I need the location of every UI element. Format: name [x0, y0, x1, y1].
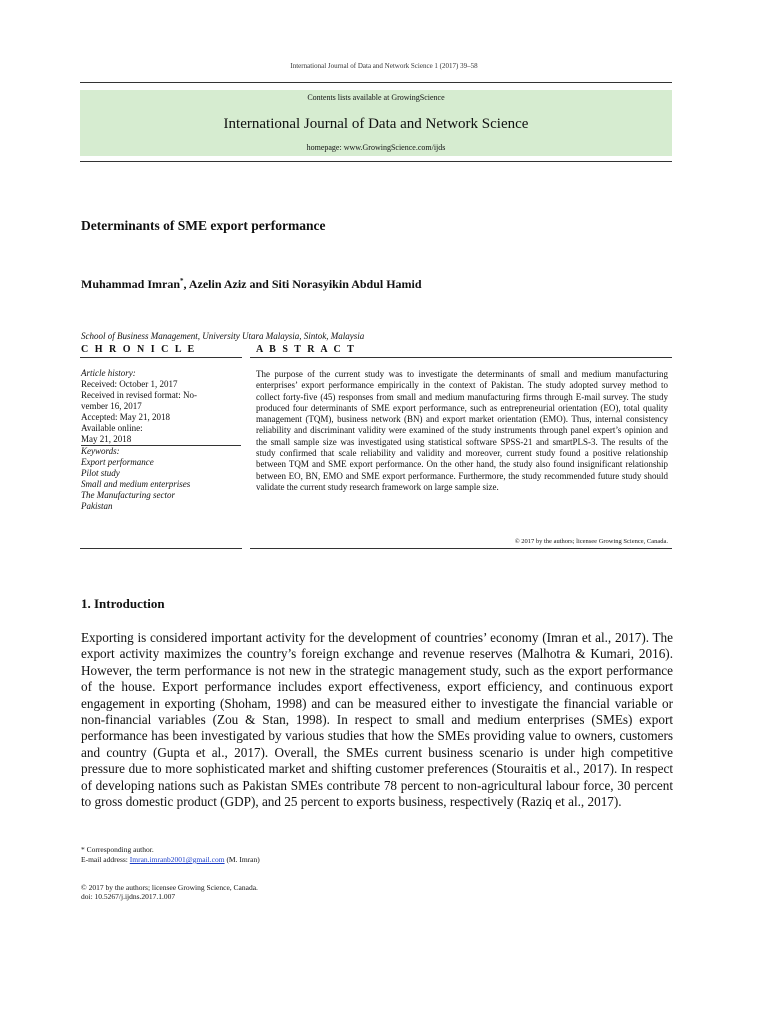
- doi: doi: 10.5267/j.ijdns.2017.1.007: [81, 892, 176, 901]
- keyword: Pakistan: [81, 501, 113, 511]
- chronicle-heading: C H R O N I C L E: [81, 344, 197, 355]
- running-header: International Journal of Data and Network Science 1 (2017) 39–58: [290, 62, 478, 70]
- history-line: vember 16, 2017: [81, 401, 142, 411]
- history-line: Received in revised format: No-: [81, 390, 197, 400]
- history-line: Available online:: [81, 423, 143, 433]
- journal-banner: [80, 90, 672, 156]
- history-line: Received: October 1, 2017: [81, 379, 178, 389]
- history-line: Accepted: May 21, 2018: [81, 412, 170, 422]
- chronicle-rule-bottom: [80, 548, 242, 549]
- keyword: Export performance: [81, 457, 154, 467]
- keywords-label: Keywords:: [81, 446, 120, 456]
- abstract-text: The purpose of the current study was to investigate the determinants of small and medium manufacturing enterprises’ export performance empirically in the context of Pakistan. The study adopted survey method to collect forty-five (45) responses from small and medium manufacturing firms through E-mail survey. The study produced four determinants of SME export performance, such as entrepreneurial orientation (EO), total quality management (TQM), business network (BN) and export market orientation (EMO). Thus, internal consistency reliability and discriminant validity were examined of the study instruments through panel expert’s opinion and the small sample size was investigated using statistical software SPSS-21 and smartPLS-3. The results of the study confirmed that scale reliability and validity and moreover, current study found a positive relationship between TQM and SME export performance. On the other hand, the study also found insignificant relationship between EO, BN, EMO and SME export performance. Furthermore, the study recommended future study should validate the current study research framework on large sample size.: [256, 369, 668, 492]
- affiliation: School of Business Management, University Utara Malaysia, Sintok, Malaysia: [81, 331, 365, 341]
- other-authors: , Azelin Aziz and Siti Norasyikin Abdul Hamid: [183, 277, 422, 291]
- email-owner: (M. Imran): [226, 855, 260, 864]
- keyword: Small and medium enterprises: [81, 479, 191, 489]
- abstract-copyright: © 2017 by the authors; licensee Growing Science, Canada.: [514, 538, 668, 545]
- footnote-corresponding: * Corresponding author.: [81, 845, 154, 854]
- footnote-email-line: [81, 855, 260, 864]
- section-heading-introduction: 1. Introduction: [81, 596, 165, 611]
- footnote-copyright: © 2017 by the authors; licensee Growing Science, Canada.: [81, 883, 258, 892]
- email-link[interactable]: Imran.imranb2001@gmail.com: [129, 855, 225, 864]
- journal-homepage: homepage: www.GrowingScience.com/ijds: [306, 143, 446, 152]
- first-author: Muhammad Imran: [81, 277, 181, 291]
- history-line: May 21, 2018: [81, 434, 132, 444]
- journal-name: International Journal of Data and Network Science: [223, 116, 529, 132]
- keyword: Pilot study: [81, 468, 120, 478]
- article-history-label: Article history:: [81, 368, 136, 378]
- banner-rule: [80, 161, 672, 162]
- paper-title: Determinants of SME export performance: [81, 218, 326, 233]
- abstract-rule-bottom: [250, 548, 672, 549]
- contents-line: Contents lists available at GrowingScience: [307, 93, 445, 102]
- keyword: The Manufacturing sector: [81, 490, 175, 500]
- header-rule: [80, 82, 672, 83]
- introduction-paragraph: Exporting is considered important activity for the development of countries’ economy (Imran et al., 2017). The export activity maximizes the country’s foreign exchange and revenue reserves (Malhotra & Kumari, 2016). However, the term performance is not new in the strategic management study, such as the export performance of the house. Export performance includes export effectiveness, export efficiency, and continuous export engagement in exporting (Shoham, 1998) and can be measured either to investigate the financial variable or non-financial variables (Zou & Stan, 1998). In respect to small and medium enterprises (SMEs) export performance has been investigated by various studies that how the SMEs providing value to owners, customers and country (Gupta et al., 2017). Overall, the SMEs current business scenario is under high competitive pressure due to more sophisticated market and shifting customer preferences (Stouraitis et al., 2017). In respect of developing nations such as Pakistan SMEs contribute 78 percent to non-agricultural labour force, 30 percent to gross domestic product (GDP), and 25 percent to exports business, respectively (Raziq et al., 2017).: [81, 630, 673, 810]
- chronicle-rule-top: [80, 357, 242, 358]
- chronicle-block: [81, 368, 241, 512]
- author-list: [81, 277, 422, 292]
- corresponding-mark: *: [180, 277, 184, 285]
- abstract-rule-top: [250, 357, 672, 358]
- abstract-heading: A B S T R A C T: [256, 344, 356, 355]
- email-label: E-mail address:: [81, 855, 128, 864]
